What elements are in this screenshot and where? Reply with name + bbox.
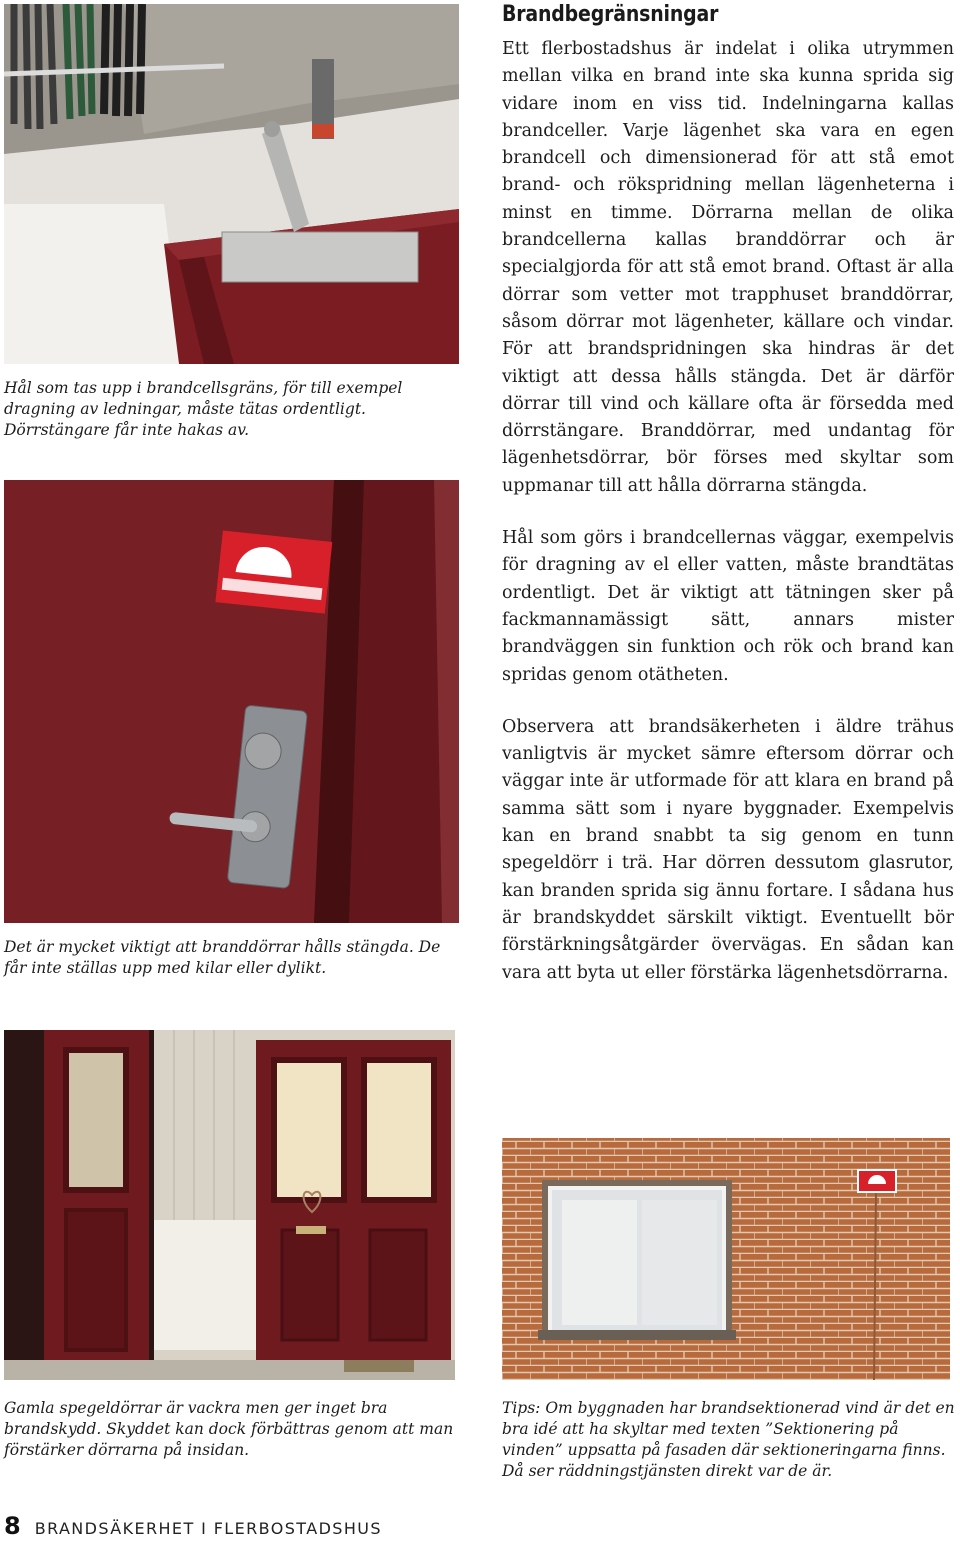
publication-title: BRANDSÄKERHET I FLERBOSTADSHUS — [34, 1519, 382, 1538]
article-body — [502, 36, 954, 1012]
article-paragraph: Hål som görs i brandcellernas väggar, exempelvis för dragning av el eller vatten, måste brandtätas ordentligt. Det är viktigt att tätningen sker på fackmannamässigt sätt, annars mister brandväggen sin funktion och rök och brand kan spridas genom otätheten. — [502, 528, 954, 685]
panel-doors-photo — [4, 1030, 455, 1380]
door-closer-caption: Hål som tas upp i brandcellsgräns, för till exempel dragning av ledningar, måste tätas ordentligt. Dörrstängare får inte hakas av. — [4, 379, 403, 439]
panel-doors-caption: Gamla spegeldörrar är vackra men ger inget bra brandskydd. Skyddet kan dock förbättras genom att man förstärker dörrarna på insidan. — [4, 1399, 454, 1459]
article-paragraph: Observera att brandsäkerheten i äldre trähus vanligtvis är mycket sämre eftersom dörrar och väggar inte är utformade för att klara en brand på samma sätt som i nyare byggnader. Exempelvis kan en brand snabbt ta sig genom en tunn spegeldörr i trä. Har dörren dessutom glasrutor, kan branden sprida sig ännu fortare. I sådana hus är brandskyddet särskilt viktigt. Eventuellt bör förstärkningsåtgärder övervägas. En sådan kan vara att byta ut eller förstärka lägenhetsdörrarna. — [502, 716, 954, 983]
facade-sign-caption: Tips: Om byggnaden har brandsektionerad vind är det en bra idé att ha skyltar med texten ”Sektionering på vinden” uppsatta på fasaden där sektioneringarna finns. Då ser räddningstjänsten direkt var de är. — [502, 1399, 955, 1480]
article-heading: Brandbegränsningar — [502, 2, 719, 27]
page-number: 8 — [4, 1512, 21, 1540]
door-closer-photo — [4, 4, 459, 364]
fire-door-photo — [4, 480, 459, 923]
page-footer — [4, 1512, 382, 1542]
fire-door-caption: Det är mycket viktigt att branddörrar hålls stängda. De får inte ställas upp med kilar eller dylikt. — [4, 938, 441, 977]
article-paragraph: Ett flerbostadshus är indelat i olika utrymmen mellan vilka en brand inte ska kunna sprida sig vidare inom en viss tid. Indelningarna kallas brandceller. Varje lägenhet ska vara en egen brandcell och dimensionerad för att stå emot brand- och rökspridning mellan lägenheterna i minst en timme. Dörrarna mellan de olika brandcellerna kallas branddörrar och är specialgjorda för att stå emot brand. Oftast är alla dörrar som vetter mot trapphuset branddörrar, såsom dörrar mot lägenheter, källare och vindar. För att brandspridningen ska hindras är det viktigt att dessa hålls stängda. Det är därför dörrar till vind och källare ofta är försedda med dörrstängare. Branddörrar, med undantag för lägenhetsdörrar, bör förses med skyltar som uppmanar till att hålla dörrarna stängda. — [502, 39, 954, 496]
facade-sign-photo — [502, 1030, 950, 1380]
